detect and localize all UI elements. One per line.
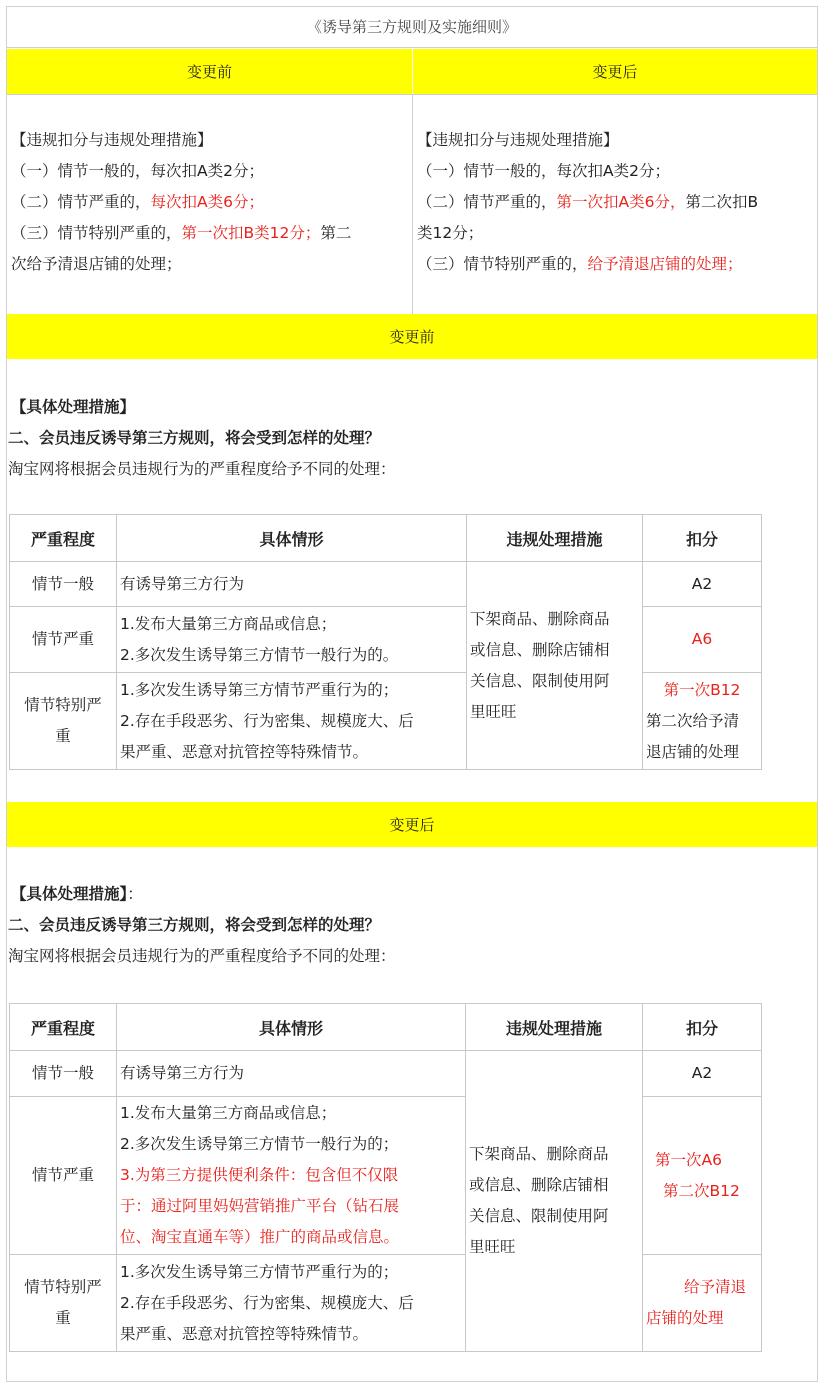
after-column <box>417 125 815 280</box>
document-title: 《诱导第三方规则及实施细则》 <box>6 6 818 48</box>
situation-cell: 1.发布大量第三方商品或信息； 2.多次发生诱导第三方情节一般行为的； 3.为第三方提供便利条件：包含但不仅限 于：通过阿里妈妈营销推广平台（钻石展 位、淘宝直通车等）推广的商品或信息。 <box>117 1097 466 1255</box>
before-penalty-table <box>9 514 762 770</box>
after-heading: 【违规扣分与违规处理措施】 <box>417 131 619 149</box>
section-heading: 【具体处理措施】 <box>11 398 136 416</box>
before-section-header: 变更前 <box>7 314 817 359</box>
before-header: 变更前 <box>7 49 412 94</box>
section-intro: 淘宝网将根据会员违规行为的严重程度给予不同的处理： <box>8 460 396 478</box>
situation-cell: 1.发布大量第三方商品或信息； 2.多次发生诱导第三方情节一般行为的。 <box>117 607 467 673</box>
section-heading: 【具体处理措施】： <box>11 885 143 903</box>
after-line-4: （三）情节特别严重的，给予清退店铺的处理； <box>417 255 743 273</box>
header-situation: 具体情形 <box>117 515 467 562</box>
before-line-3: （三）情节特别严重的，第一次扣B类12分；第二 <box>11 224 352 242</box>
table-row <box>10 562 762 607</box>
score-cell: 第一次A6 第二次B12 <box>643 1097 762 1255</box>
severity-cell: 情节严重 <box>10 607 117 673</box>
table-row <box>10 607 762 673</box>
severity-cell: 情节严重 <box>10 1097 117 1255</box>
before-line-1: （一）情节一般的，每次扣A类2分； <box>11 162 264 180</box>
table-header-row <box>10 515 762 562</box>
header-severity: 严重程度 <box>10 1004 117 1051</box>
comparison-panel <box>6 94 818 314</box>
score-cell: 给予清退 店铺的处理 <box>643 1255 762 1352</box>
measure-cell: 下架商品、删除商品 或信息、删除店铺相 关信息、限制使用阿 里旺旺 <box>467 562 643 770</box>
before-line-2: （二）情节严重的，每次扣A类6分； <box>11 193 264 211</box>
table-row <box>10 1097 762 1255</box>
score-cell: A2 <box>643 562 762 607</box>
after-header: 变更后 <box>413 49 817 94</box>
table-row <box>10 1255 762 1352</box>
after-line-3: 类12分； <box>417 224 484 242</box>
situation-cell: 有诱导第三方行为 <box>117 1051 466 1097</box>
header-measure: 违规处理措施 <box>466 1004 643 1051</box>
section-question: 二、会员违反诱导第三方规则，将会受到怎样的处理？ <box>8 429 381 447</box>
score-cell: 第一次B12 第二次给予清 退店铺的处理 <box>643 673 762 770</box>
table-header-row <box>10 1004 762 1051</box>
after-penalty-table <box>9 1003 762 1352</box>
header-score: 扣分 <box>643 515 762 562</box>
after-line-1: （一）情节一般的，每次扣A类2分； <box>417 162 670 180</box>
situation-cell: 1.多次发生诱导第三方情节严重行为的； 2.存在手段恶劣、行为密集、规模庞大、后 果严重、恶意对抗管控等特殊情节。 <box>117 1255 466 1352</box>
before-heading: 【违规扣分与违规处理措施】 <box>11 131 213 149</box>
section-question: 二、会员违反诱导第三方规则，将会受到怎样的处理？ <box>8 916 381 934</box>
severity-cell: 情节特别严 重 <box>10 673 117 770</box>
severity-cell: 情节一般 <box>10 1051 117 1097</box>
header-measure: 违规处理措施 <box>467 515 643 562</box>
situation-cell: 1.多次发生诱导第三方情节严重行为的； 2.存在手段恶劣、行为密集、规模庞大、后 果严重、恶意对抗管控等特殊情节。 <box>117 673 467 770</box>
section-intro: 淘宝网将根据会员违规行为的严重程度给予不同的处理： <box>8 947 396 965</box>
measure-cell: 下架商品、删除商品 或信息、删除店铺相 关信息、限制使用阿 里旺旺 <box>466 1051 643 1352</box>
situation-cell: 有诱导第三方行为 <box>117 562 467 607</box>
score-cell: A6 <box>643 607 762 673</box>
header-severity: 严重程度 <box>10 515 117 562</box>
severity-cell: 情节特别严 重 <box>10 1255 117 1352</box>
after-section-header: 变更后 <box>7 802 817 847</box>
score-cell: A2 <box>643 1051 762 1097</box>
after-section-text <box>8 879 396 972</box>
column-divider <box>412 95 413 315</box>
table-row <box>10 1051 762 1097</box>
table-row <box>10 673 762 770</box>
before-section-text <box>8 392 396 485</box>
before-column <box>11 125 406 280</box>
before-line-4: 次给予清退店铺的处理； <box>11 255 182 273</box>
header-score: 扣分 <box>643 1004 762 1051</box>
severity-cell: 情节一般 <box>10 562 117 607</box>
after-line-2: （二）情节严重的，第一次扣A类6分，第二次扣B <box>417 193 759 211</box>
header-situation: 具体情形 <box>117 1004 466 1051</box>
